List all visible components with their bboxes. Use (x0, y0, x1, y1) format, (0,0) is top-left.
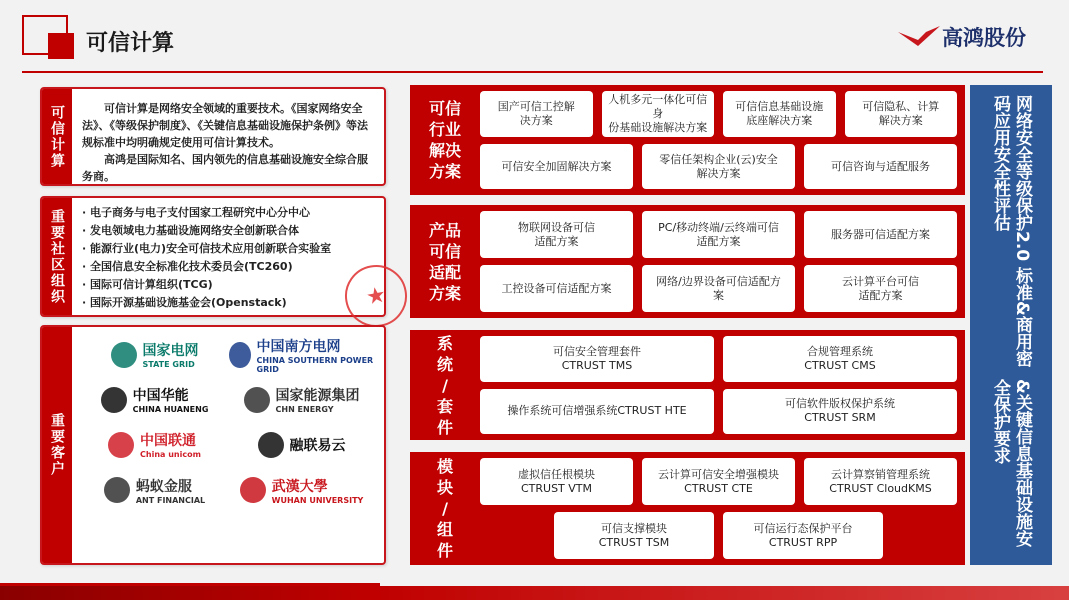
intro-box (40, 87, 386, 186)
logo-mark-icon (229, 342, 251, 368)
solution-section (410, 330, 965, 440)
bird-wing-icon (896, 24, 940, 50)
customer-name-en: ANT FINANCIAL (135, 495, 206, 505)
solution-card[interactable]: 云计算可信安全增强模块 CTRUST CTE (642, 458, 795, 505)
solution-card[interactable]: 可信信息基础设施 底座解决方案 (723, 91, 836, 137)
community-item: · 能源行业(电力)安全可信技术应用创新联合实验室 (82, 240, 374, 258)
customer-name-en: CHINA SOUTHERN POWER GRID (256, 355, 374, 374)
solution-section (410, 85, 965, 195)
solution-card[interactable]: 服务器可信适配方案 (804, 211, 957, 258)
section-label: 系 统 / 套 件 (436, 333, 453, 437)
customer-logo (229, 385, 374, 414)
section-label: 可信 行业 解决 方案 (428, 99, 461, 181)
customers-box (40, 325, 386, 565)
solution-card[interactable]: 国产可信工控解 决方案 (480, 91, 593, 137)
solution-section (410, 452, 965, 565)
solution-card[interactable]: 可信隐私、计算 解决方案 (845, 91, 958, 137)
solution-card[interactable]: 可信运行态保护平台 CTRUST RPP (723, 512, 883, 559)
community-item: · 国际可信计算组织(TCG) (82, 276, 374, 294)
logo-mark-icon (258, 432, 284, 458)
community-box (40, 196, 386, 317)
customer-logo (82, 340, 227, 369)
solution-card[interactable]: 云计算察销管理系统 CTRUST CloudKMS (804, 458, 957, 505)
solution-card[interactable]: 操作系统可信增强系统CTRUST HTE (480, 389, 714, 435)
customer-name: 武漢大學 (271, 478, 328, 495)
footer-bar (0, 586, 1069, 600)
solution-card[interactable]: 可信安全加固解决方案 (480, 144, 633, 189)
company-logo (896, 22, 1026, 52)
customer-name: 中国南方电网 (256, 338, 341, 355)
header-divider (22, 71, 1043, 73)
customer-name: 国家电网 (142, 343, 199, 360)
standards-line: 网络安全等级保护2.0 标准&商用密码应用安全性评估 (990, 95, 1032, 367)
customer-name-en: CHN ENERGY (275, 405, 334, 415)
logo-mark-icon (101, 387, 127, 413)
solution-card[interactable]: 可信安全管理套件 CTRUST TMS (480, 336, 714, 382)
solution-card[interactable]: 可信咨询与适配服务 (804, 144, 957, 189)
solution-card[interactable]: 云计算平台可信 适配方案 (804, 265, 957, 312)
customer-name: 国家能源集团 (275, 388, 360, 405)
solution-section (410, 205, 965, 318)
logo-mark-icon (240, 477, 266, 503)
community-item: · 国际开源基础设施基金会(Openstack) (82, 294, 374, 312)
community-item: · 电子商务与电子支付国家工程研究中心分中心 (82, 204, 374, 222)
customer-name: 融联易云 (289, 437, 346, 454)
community-item: · 发电领域电力基础设施网络安全创新联合体 (82, 222, 374, 240)
customer-logo (82, 430, 227, 459)
solution-card[interactable]: 合规管理系统 CTRUST CMS (723, 336, 957, 382)
standards-panel (970, 85, 1052, 565)
community-item: · 全国信息安全标准化技术委员会(TC260) (82, 258, 374, 276)
intro-paragraph: 可信计算是网络安全领域的重要技术。《国家网络安全法》、《等级保护制度》、《关键信息基础设施保护条例》等法规标准中均明确规定使用可信计算技术。 (82, 102, 368, 149)
community-label: 重要社区组织 (42, 198, 72, 315)
logo-mark-icon (108, 432, 134, 458)
customer-name-en: CHINA HUANENG (132, 405, 209, 415)
customer-name-en: China unicom (140, 450, 201, 460)
solution-card[interactable]: 零信任架构企业(云)安全 解决方案 (642, 144, 795, 189)
customer-name: 蚂蚁金服 (135, 478, 192, 495)
customer-name-en: STATE GRID (142, 360, 195, 370)
solution-card[interactable]: 虚拟信任根模块 CTRUST VTM (480, 458, 633, 505)
standards-line: &关键信息基础设施安全保护要求 (990, 378, 1032, 547)
intro-label: 可信计算 (42, 89, 72, 184)
customer-logo (229, 336, 374, 374)
customer-name: 中国华能 (132, 388, 189, 405)
intro-paragraph: 高鸿是国际知名、国内领先的信息基础设施安全综合服务商。 (82, 153, 368, 183)
solution-card[interactable]: 工控设备可信适配方案 (480, 265, 633, 312)
customer-logo (82, 476, 227, 505)
page-title: 可信计算 (86, 31, 175, 56)
star-icon: ★ (364, 281, 388, 311)
customer-logo (229, 432, 374, 458)
section-label: 模 块 / 组 件 (436, 457, 453, 560)
customer-name-en: WUHAN UNIVERSITY (271, 495, 364, 505)
section-label: 产品 可信 适配 方案 (428, 220, 461, 303)
logo-mark-icon (111, 342, 137, 368)
solution-card[interactable]: 可信支撑模块 CTRUST TSM (554, 512, 714, 559)
solution-card[interactable]: 物联网设备可信 适配方案 (480, 211, 633, 258)
header-decoration-fill (48, 33, 74, 59)
customer-logo (229, 476, 374, 505)
customer-name: 中国联通 (140, 433, 197, 450)
solution-card[interactable]: 网络/边界设备可信适配方 案 (642, 265, 795, 312)
customer-logo (82, 385, 227, 414)
customers-label: 重要客户 (42, 327, 72, 563)
solution-card[interactable]: 人机多元一体化可信身 份基础设施解决方案 (602, 91, 715, 137)
logo-mark-icon (104, 477, 130, 503)
company-name: 高鸿股份 (942, 25, 1026, 50)
solution-card[interactable]: PC/移动终端/云终端可信 适配方案 (642, 211, 795, 258)
solution-card[interactable]: 可信软件版权保护系统 CTRUST SRM (723, 389, 957, 435)
logo-mark-icon (244, 387, 270, 413)
